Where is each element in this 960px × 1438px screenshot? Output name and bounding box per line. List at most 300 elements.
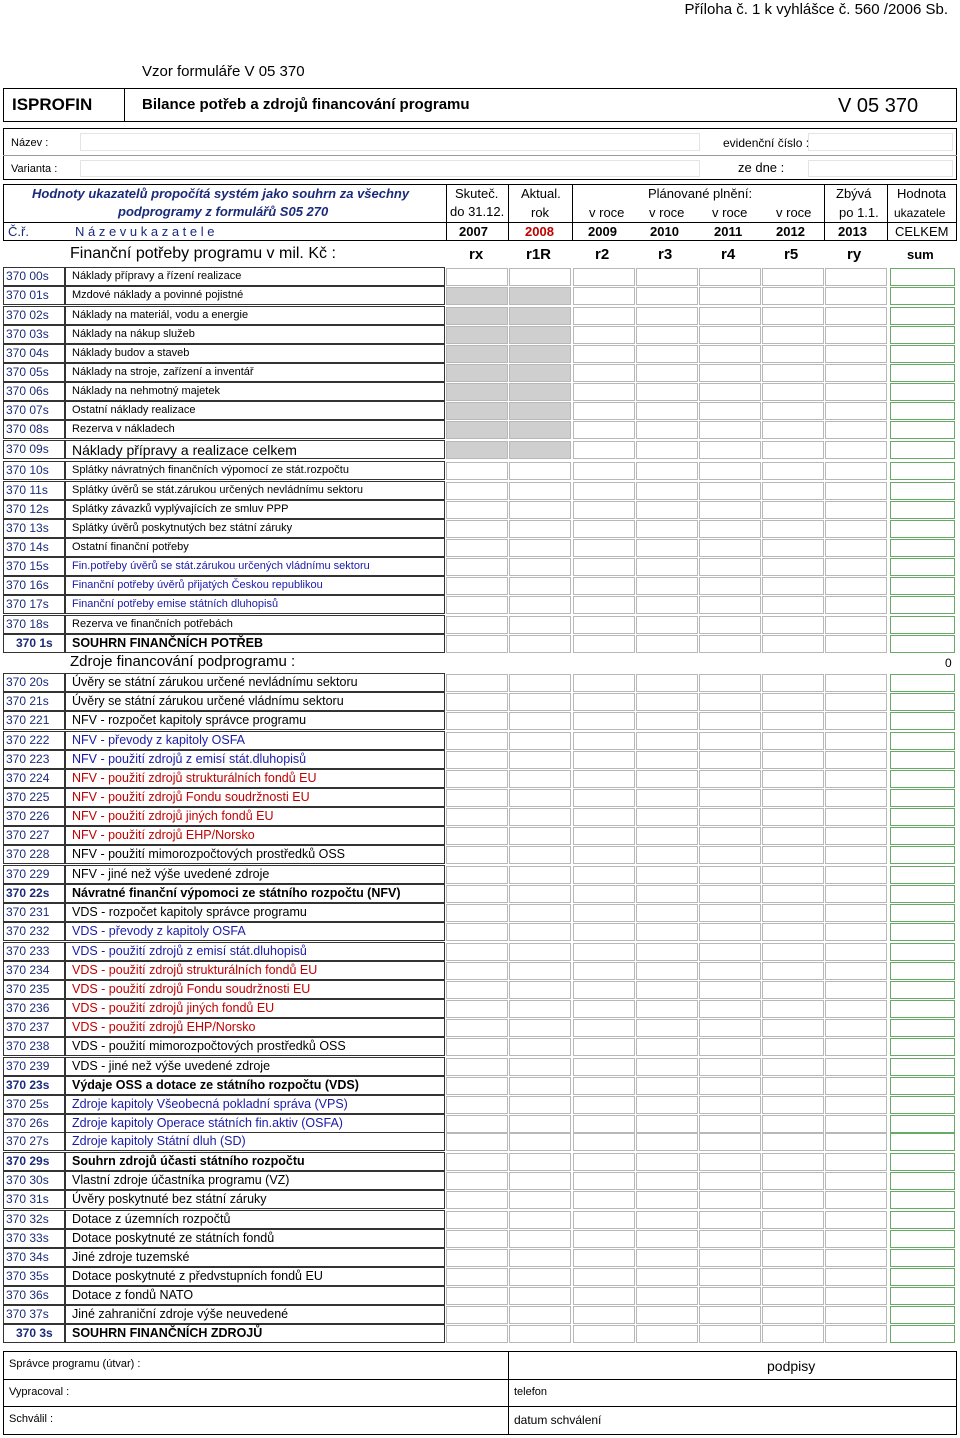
value-cell[interactable] [762,364,824,382]
value-cell[interactable] [762,770,824,788]
value-cell[interactable] [699,520,761,538]
value-cell[interactable] [699,1211,761,1229]
value-cell[interactable] [509,866,571,884]
value-cell[interactable] [890,1096,955,1114]
value-cell[interactable] [446,558,508,576]
value-cell[interactable] [446,345,508,363]
value-cell[interactable] [636,732,698,750]
value-cell[interactable] [825,1153,887,1171]
value-cell[interactable] [699,904,761,922]
varianta-field[interactable] [80,160,700,177]
value-cell[interactable] [509,693,571,711]
value-cell[interactable] [890,1287,955,1305]
value-cell[interactable] [890,808,955,826]
value-cell[interactable] [509,1287,571,1305]
value-cell[interactable] [446,1019,508,1037]
value-cell[interactable] [825,326,887,344]
value-cell[interactable] [573,482,635,500]
value-cell[interactable] [636,943,698,961]
value-cell[interactable] [636,1325,698,1343]
value-cell[interactable] [825,789,887,807]
value-cell[interactable] [509,383,571,401]
value-cell[interactable] [762,712,824,730]
value-cell[interactable] [573,1153,635,1171]
value-cell[interactable] [890,712,955,730]
value-cell[interactable] [825,345,887,363]
value-cell[interactable] [446,1287,508,1305]
value-cell[interactable] [573,732,635,750]
value-cell[interactable] [573,789,635,807]
value-cell[interactable] [890,1306,955,1324]
value-cell[interactable] [446,596,508,614]
value-cell[interactable] [825,1038,887,1056]
value-cell[interactable] [890,577,955,595]
value-cell[interactable] [446,789,508,807]
value-cell[interactable] [762,789,824,807]
value-cell[interactable] [825,364,887,382]
value-cell[interactable] [825,904,887,922]
value-cell[interactable] [446,1058,508,1076]
value-cell[interactable] [890,1019,955,1037]
value-cell[interactable] [573,383,635,401]
value-cell[interactable] [573,808,635,826]
value-cell[interactable] [446,1000,508,1018]
value-cell[interactable] [825,520,887,538]
value-cell[interactable] [636,1000,698,1018]
value-cell[interactable] [573,1038,635,1056]
value-cell[interactable] [762,1153,824,1171]
value-cell[interactable] [509,732,571,750]
value-cell[interactable] [573,441,635,459]
value-cell[interactable] [573,421,635,439]
value-cell[interactable] [762,732,824,750]
value-cell[interactable] [636,268,698,286]
value-cell[interactable] [636,1115,698,1133]
value-cell[interactable] [825,1133,887,1151]
value-cell[interactable] [573,846,635,864]
value-cell[interactable] [573,596,635,614]
value-cell[interactable] [636,866,698,884]
value-cell[interactable] [446,364,508,382]
value-cell[interactable] [890,962,955,980]
value-cell[interactable] [762,674,824,692]
value-cell[interactable] [699,674,761,692]
value-cell[interactable] [573,1306,635,1324]
value-cell[interactable] [762,1115,824,1133]
value-cell[interactable] [509,421,571,439]
value-cell[interactable] [509,462,571,480]
value-cell[interactable] [890,1133,955,1151]
value-cell[interactable] [573,1115,635,1133]
value-cell[interactable] [825,501,887,519]
value-cell[interactable] [509,326,571,344]
value-cell[interactable] [890,923,955,941]
value-cell[interactable] [636,1038,698,1056]
value-cell[interactable] [825,558,887,576]
value-cell[interactable] [699,943,761,961]
value-cell[interactable] [573,635,635,653]
value-cell[interactable] [890,866,955,884]
value-cell[interactable] [762,558,824,576]
value-cell[interactable] [890,520,955,538]
value-cell[interactable] [573,1191,635,1209]
value-cell[interactable] [762,1306,824,1324]
value-cell[interactable] [825,1019,887,1037]
value-cell[interactable] [636,577,698,595]
value-cell[interactable] [509,345,571,363]
value-cell[interactable] [636,962,698,980]
value-cell[interactable] [699,383,761,401]
value-cell[interactable] [699,402,761,420]
value-cell[interactable] [573,616,635,634]
value-cell[interactable] [573,364,635,382]
value-cell[interactable] [636,1096,698,1114]
value-cell[interactable] [573,751,635,769]
value-cell[interactable] [762,1058,824,1076]
value-cell[interactable] [509,789,571,807]
value-cell[interactable] [762,1211,824,1229]
value-cell[interactable] [699,364,761,382]
value-cell[interactable] [509,520,571,538]
value-cell[interactable] [509,1058,571,1076]
value-cell[interactable] [573,1172,635,1190]
value-cell[interactable] [509,1306,571,1324]
value-cell[interactable] [762,482,824,500]
value-cell[interactable] [636,1077,698,1095]
value-cell[interactable] [699,1019,761,1037]
value-cell[interactable] [890,981,955,999]
value-cell[interactable] [636,1306,698,1324]
value-cell[interactable] [890,421,955,439]
value-cell[interactable] [890,904,955,922]
value-cell[interactable] [636,1287,698,1305]
value-cell[interactable] [573,326,635,344]
value-cell[interactable] [825,596,887,614]
value-cell[interactable] [825,1000,887,1018]
value-cell[interactable] [699,326,761,344]
value-cell[interactable] [636,904,698,922]
value-cell[interactable] [636,364,698,382]
value-cell[interactable] [636,712,698,730]
value-cell[interactable] [825,1249,887,1267]
value-cell[interactable] [890,770,955,788]
value-cell[interactable] [636,981,698,999]
value-cell[interactable] [762,943,824,961]
value-cell[interactable] [699,962,761,980]
value-cell[interactable] [573,962,635,980]
value-cell[interactable] [762,520,824,538]
value-cell[interactable] [509,1325,571,1343]
value-cell[interactable] [636,1211,698,1229]
value-cell[interactable] [573,462,635,480]
value-cell[interactable] [699,421,761,439]
value-cell[interactable] [699,268,761,286]
value-cell[interactable] [573,1268,635,1286]
value-cell[interactable] [509,616,571,634]
value-cell[interactable] [509,674,571,692]
value-cell[interactable] [699,441,761,459]
value-cell[interactable] [446,383,508,401]
value-cell[interactable] [890,596,955,614]
value-cell[interactable] [636,421,698,439]
value-cell[interactable] [509,577,571,595]
value-cell[interactable] [509,596,571,614]
value-cell[interactable] [509,539,571,557]
value-cell[interactable] [636,827,698,845]
value-cell[interactable] [446,326,508,344]
value-cell[interactable] [446,501,508,519]
value-cell[interactable] [636,462,698,480]
value-cell[interactable] [825,981,887,999]
value-cell[interactable] [573,345,635,363]
value-cell[interactable] [762,904,824,922]
value-cell[interactable] [890,383,955,401]
value-cell[interactable] [446,712,508,730]
value-cell[interactable] [890,943,955,961]
value-cell[interactable] [699,482,761,500]
value-cell[interactable] [825,1172,887,1190]
value-cell[interactable] [573,1096,635,1114]
value-cell[interactable] [573,268,635,286]
value-cell[interactable] [509,904,571,922]
value-cell[interactable] [825,402,887,420]
value-cell[interactable] [890,462,955,480]
zedne-field[interactable] [808,160,953,177]
value-cell[interactable] [446,732,508,750]
value-cell[interactable] [890,1211,955,1229]
value-cell[interactable] [573,1211,635,1229]
value-cell[interactable] [890,1115,955,1133]
value-cell[interactable] [636,789,698,807]
value-cell[interactable] [890,732,955,750]
value-cell[interactable] [446,1325,508,1343]
value-cell[interactable] [573,287,635,305]
value-cell[interactable] [573,904,635,922]
value-cell[interactable] [509,808,571,826]
value-cell[interactable] [890,287,955,305]
value-cell[interactable] [825,462,887,480]
value-cell[interactable] [699,462,761,480]
value-cell[interactable] [699,789,761,807]
value-cell[interactable] [825,1230,887,1248]
value-cell[interactable] [825,1191,887,1209]
value-cell[interactable] [825,577,887,595]
value-cell[interactable] [825,827,887,845]
value-cell[interactable] [446,1038,508,1056]
value-cell[interactable] [446,1133,508,1151]
value-cell[interactable] [446,577,508,595]
value-cell[interactable] [446,1077,508,1095]
value-cell[interactable] [636,693,698,711]
value-cell[interactable] [573,923,635,941]
value-cell[interactable] [890,268,955,286]
value-cell[interactable] [636,383,698,401]
value-cell[interactable] [699,808,761,826]
value-cell[interactable] [636,1191,698,1209]
value-cell[interactable] [825,1115,887,1133]
value-cell[interactable] [699,577,761,595]
value-cell[interactable] [890,482,955,500]
value-cell[interactable] [509,1000,571,1018]
value-cell[interactable] [446,1306,508,1324]
value-cell[interactable] [762,441,824,459]
value-cell[interactable] [825,482,887,500]
value-cell[interactable] [509,751,571,769]
value-cell[interactable] [446,962,508,980]
value-cell[interactable] [890,345,955,363]
value-cell[interactable] [509,827,571,845]
value-cell[interactable] [762,326,824,344]
value-cell[interactable] [636,808,698,826]
value-cell[interactable] [636,326,698,344]
value-cell[interactable] [825,616,887,634]
value-cell[interactable] [573,693,635,711]
value-cell[interactable] [509,482,571,500]
value-cell[interactable] [890,1038,955,1056]
value-cell[interactable] [636,1172,698,1190]
value-cell[interactable] [699,732,761,750]
value-cell[interactable] [699,866,761,884]
value-cell[interactable] [825,268,887,286]
value-cell[interactable] [699,1000,761,1018]
value-cell[interactable] [699,846,761,864]
value-cell[interactable] [890,558,955,576]
value-cell[interactable] [699,539,761,557]
value-cell[interactable] [890,693,955,711]
value-cell[interactable] [890,635,955,653]
value-cell[interactable] [636,482,698,500]
value-cell[interactable] [699,1287,761,1305]
value-cell[interactable] [446,846,508,864]
value-cell[interactable] [573,1249,635,1267]
value-cell[interactable] [699,751,761,769]
value-cell[interactable] [573,558,635,576]
value-cell[interactable] [509,712,571,730]
value-cell[interactable] [636,1058,698,1076]
value-cell[interactable] [699,827,761,845]
value-cell[interactable] [699,1038,761,1056]
value-cell[interactable] [890,1191,955,1209]
value-cell[interactable] [446,1249,508,1267]
value-cell[interactable] [762,1133,824,1151]
value-cell[interactable] [890,827,955,845]
value-cell[interactable] [509,1172,571,1190]
value-cell[interactable] [762,751,824,769]
value-cell[interactable] [699,1268,761,1286]
value-cell[interactable] [636,616,698,634]
value-cell[interactable] [573,1019,635,1037]
value-cell[interactable] [762,885,824,903]
value-cell[interactable] [573,1325,635,1343]
value-cell[interactable] [573,1287,635,1305]
value-cell[interactable] [446,808,508,826]
value-cell[interactable] [825,1211,887,1229]
value-cell[interactable] [446,923,508,941]
value-cell[interactable] [636,287,698,305]
value-cell[interactable] [446,616,508,634]
value-cell[interactable] [636,501,698,519]
value-cell[interactable] [890,1000,955,1018]
value-cell[interactable] [762,345,824,363]
value-cell[interactable] [825,539,887,557]
value-cell[interactable] [890,326,955,344]
value-cell[interactable] [699,1153,761,1171]
value-cell[interactable] [762,1249,824,1267]
value-cell[interactable] [762,1172,824,1190]
value-cell[interactable] [446,402,508,420]
value-cell[interactable] [573,770,635,788]
value-cell[interactable] [446,268,508,286]
value-cell[interactable] [636,1153,698,1171]
value-cell[interactable] [825,441,887,459]
value-cell[interactable] [446,1172,508,1190]
value-cell[interactable] [762,596,824,614]
value-cell[interactable] [509,1096,571,1114]
value-cell[interactable] [762,1077,824,1095]
value-cell[interactable] [636,923,698,941]
value-cell[interactable] [890,616,955,634]
value-cell[interactable] [509,1211,571,1229]
value-cell[interactable] [446,1115,508,1133]
value-cell[interactable] [509,1077,571,1095]
value-cell[interactable] [573,539,635,557]
value-cell[interactable] [509,962,571,980]
value-cell[interactable] [825,712,887,730]
value-cell[interactable] [509,846,571,864]
value-cell[interactable] [762,1191,824,1209]
value-cell[interactable] [825,693,887,711]
value-cell[interactable] [446,1230,508,1248]
value-cell[interactable] [446,1191,508,1209]
value-cell[interactable] [446,287,508,305]
value-cell[interactable] [825,1287,887,1305]
value-cell[interactable] [699,1133,761,1151]
value-cell[interactable] [762,1325,824,1343]
value-cell[interactable] [825,1096,887,1114]
value-cell[interactable] [762,1019,824,1037]
value-cell[interactable] [509,635,571,653]
value-cell[interactable] [573,577,635,595]
value-cell[interactable] [446,462,508,480]
value-cell[interactable] [699,287,761,305]
value-cell[interactable] [573,1000,635,1018]
value-cell[interactable] [636,1268,698,1286]
value-cell[interactable] [636,674,698,692]
value-cell[interactable] [509,1019,571,1037]
value-cell[interactable] [762,808,824,826]
value-cell[interactable] [762,421,824,439]
value-cell[interactable] [446,827,508,845]
value-cell[interactable] [890,501,955,519]
nazev-field[interactable] [80,133,700,151]
value-cell[interactable] [509,364,571,382]
evid-field[interactable] [808,133,953,151]
value-cell[interactable] [699,712,761,730]
value-cell[interactable] [446,885,508,903]
value-cell[interactable] [762,962,824,980]
value-cell[interactable] [509,1249,571,1267]
value-cell[interactable] [509,1191,571,1209]
value-cell[interactable] [825,808,887,826]
value-cell[interactable] [636,558,698,576]
value-cell[interactable] [699,307,761,325]
value-cell[interactable] [762,1268,824,1286]
value-cell[interactable] [636,402,698,420]
value-cell[interactable] [825,846,887,864]
value-cell[interactable] [573,402,635,420]
value-cell[interactable] [762,1287,824,1305]
value-cell[interactable] [762,1230,824,1248]
